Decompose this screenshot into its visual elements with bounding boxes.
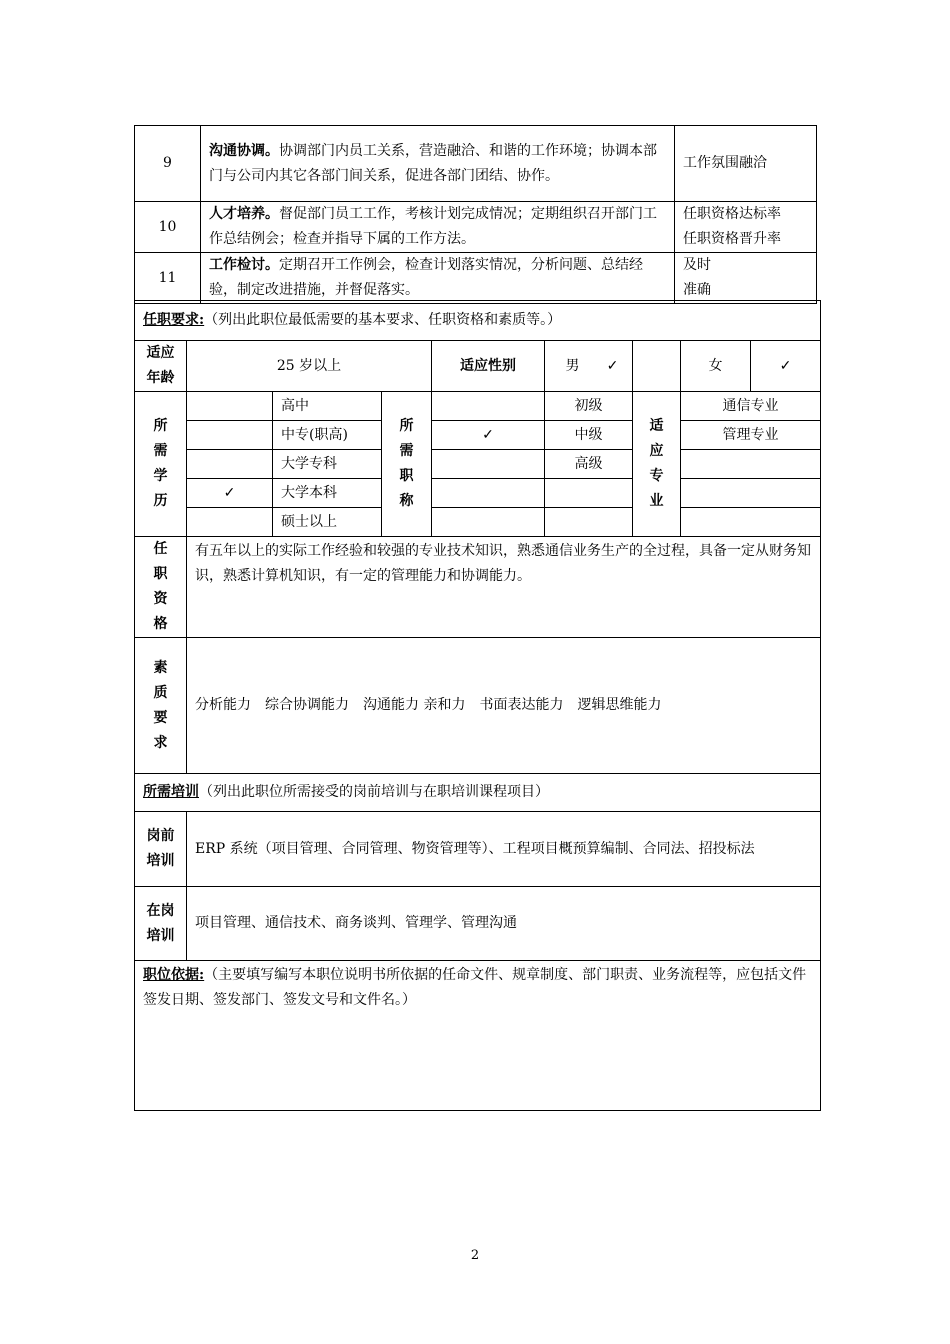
edu-check-cell (187, 421, 273, 450)
duty-kpi (675, 253, 817, 304)
basis-row (135, 961, 821, 1111)
duty-number: 10 (135, 202, 201, 253)
quality-label: 素 质 要 求 (135, 638, 187, 774)
qualification-text: 有五年以上的实际工作经验和较强的专业技术知识，熟悉通信业务生产的全过程，具备一定从财务知识，熟悉计算机知识，有一定的管理能力和协调能力。 (187, 537, 821, 638)
edu-check-cell (187, 450, 273, 479)
edu-level: 高中 (273, 392, 382, 421)
page-number: 2 (470, 1248, 480, 1263)
title-check: ✓ (432, 421, 545, 450)
major-label: 适 应 专 业 (633, 392, 681, 537)
edu-row (135, 508, 821, 537)
age-gender-row (135, 341, 821, 392)
duty-row (135, 126, 817, 202)
duty-description (201, 126, 675, 202)
duty-kpi (675, 202, 817, 253)
title-check-cell (432, 508, 545, 537)
duty-title: 工作检讨。 (209, 257, 279, 273)
gender-label: 适应性别 (432, 341, 545, 392)
major-item-empty (681, 479, 821, 508)
requirements-header-row (135, 301, 821, 341)
title-label: 所 需 职 称 (382, 392, 432, 537)
duty-row (135, 253, 817, 304)
major-item: 管理专业 (681, 421, 821, 450)
title-level: 中级 (545, 421, 633, 450)
duty-title: 沟通协调。 (209, 142, 279, 159)
title-check-cell (432, 479, 545, 508)
title-level: 初级 (545, 392, 633, 421)
duty-text: 督促部门员工工作，考核计划完成情况；定期组织召开部门工作总结例会；检查并指导下属的工作方法。 (209, 206, 657, 247)
gender-female: 女 (681, 341, 751, 392)
major-item-empty (681, 508, 821, 537)
edu-row (135, 479, 821, 508)
edu-row (135, 421, 821, 450)
education-label: 所 需 学 历 (135, 392, 187, 537)
on-training-text: 项目管理、通信技术、商务谈判、管理学、管理沟通 (187, 887, 821, 961)
pre-training-text: ERP 系统（项目管理、合同管理、物资管理等）、工程项目概预算编制、合同法、招投标法 (187, 812, 821, 887)
title-level: 高级 (545, 450, 633, 479)
male-check: ✓ (589, 341, 637, 392)
kpi-item: 工作氛围融洽 (683, 155, 767, 171)
title-level-empty (545, 479, 633, 508)
title-level-empty (545, 508, 633, 537)
major-item-empty (681, 450, 821, 479)
edu-level: 硕士以上 (273, 508, 382, 537)
kpi-item: 任职资格达标率 (683, 206, 781, 222)
duty-text: 协调部门内员工关系，营造融洽、和谐的工作环境；协调本部门与公司内其它各部门间关系，促进各部门团结、协作。 (209, 142, 657, 184)
qualification-label: 任 职 资 格 (135, 537, 187, 638)
female-check: ✓ (751, 341, 821, 392)
title-check-cell (432, 392, 545, 421)
quality-text: 分析能力 综合协调能力 沟通能力 亲和力 书面表达能力 逻辑思维能力 (187, 638, 821, 774)
training-header (135, 774, 821, 812)
title-check-cell (432, 450, 545, 479)
age-label: 适应 年龄 (135, 341, 187, 392)
pre-training-row (135, 812, 821, 887)
edu-check-cell (187, 392, 273, 421)
pre-training-label: 岗前 培训 (135, 812, 187, 887)
age-value: 25 岁以上 (187, 341, 432, 392)
edu-level: 中专(职高) (273, 421, 382, 450)
edu-level: 大学专科 (273, 450, 382, 479)
kpi-item: 及时 (683, 257, 711, 273)
training-header-row (135, 774, 821, 812)
duty-description (201, 202, 675, 253)
requirements-note: （列出此职位最低需要的基本要求、任职资格和素质等。） (204, 312, 562, 328)
training-note: （列出此职位所需接受的岗前培训与在职培训课程项目） (199, 784, 549, 800)
edu-check-cell (187, 508, 273, 537)
quality-row (135, 638, 821, 774)
duty-title: 人才培养。 (209, 206, 279, 222)
edu-level: 大学本科 (273, 479, 382, 508)
basis-note: （主要填写编写本职位说明书所依据的任命文件、规章制度、部门职责、业务流程等，应包括文件签发日期、签发部门、签发文号和文件名。） (143, 967, 807, 1008)
kpi-item: 准确 (683, 282, 711, 298)
edu-row (135, 450, 821, 479)
duty-number: 11 (135, 253, 201, 304)
requirements-header (135, 301, 821, 341)
on-training-label: 在岗 培训 (135, 887, 187, 961)
edu-row (135, 392, 821, 421)
duties-table (134, 125, 817, 304)
basis-heading: 职位依据: (143, 967, 205, 983)
basis-cell (135, 961, 821, 1111)
gender-male: 男 (545, 341, 633, 392)
duty-kpi (675, 126, 817, 202)
edu-check: ✓ (187, 479, 273, 508)
duty-text: 定期召开工作例会，检查计划落实情况，分析问题、总结经验，制定改进措施，并督促落实。 (209, 257, 643, 298)
kpi-item: 任职资格晋升率 (683, 231, 781, 247)
major-item: 通信专业 (681, 392, 821, 421)
qualification-row (135, 537, 821, 638)
requirements-heading: 任职要求: (143, 312, 205, 328)
training-heading: 所需培训 (143, 784, 199, 800)
on-training-row (135, 887, 821, 961)
duty-row (135, 202, 817, 253)
duty-number: 9 (135, 126, 201, 202)
requirements-table (134, 300, 821, 1111)
duty-description (201, 253, 675, 304)
